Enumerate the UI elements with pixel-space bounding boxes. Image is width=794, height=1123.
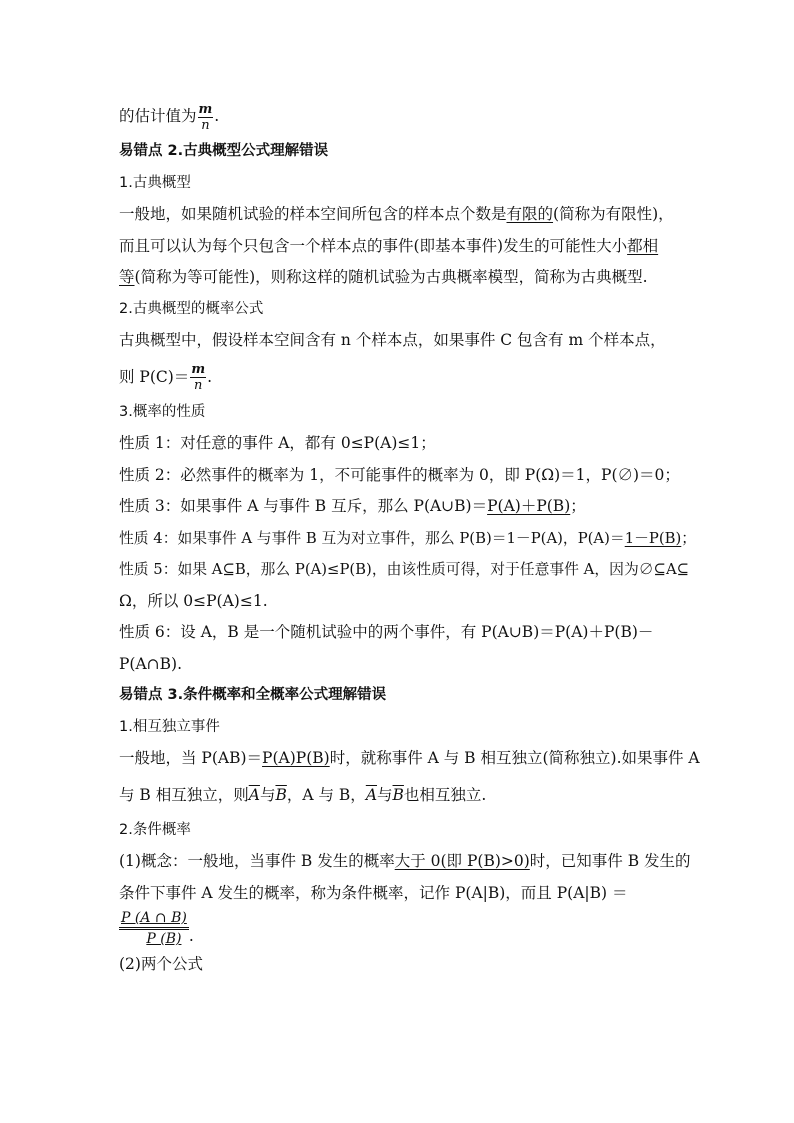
property-4 — [119, 523, 697, 555]
conditional-probability-fraction — [119, 909, 189, 948]
text: . — [188, 927, 194, 945]
text: (1)概念：一般地，当事件 B 发生的概率 — [119, 852, 395, 870]
underlined-text: 有限的 — [506, 205, 554, 223]
fraction-numerator: m — [198, 101, 213, 117]
subheading-conditional-probability: 2.条件概率 — [119, 821, 191, 838]
fraction-denominator: n — [194, 378, 203, 393]
subheading-independent-events: 1.相互独立事件 — [119, 718, 220, 735]
paragraph-line — [119, 262, 679, 294]
text: 时，就称事件 A 与 B 相互独立(简称独立).如果事件 A — [329, 749, 700, 767]
text: . — [214, 107, 220, 125]
underlined-text: 等 — [119, 268, 135, 286]
text: 性质 3：如果事件 A 与事件 B 互斥，那么 P(A∪B)＝ — [119, 497, 488, 515]
underlined-text: P(A)P(B) — [262, 749, 330, 767]
text: ，A 与 B， — [286, 785, 366, 804]
fraction-numerator: m — [191, 362, 206, 377]
heading-error-point-3: 易错点 3.条件概率和全概率公式理解错误 — [119, 687, 387, 703]
paragraph-line: 条件下事件 A 发生的概率，称为条件概率，记作 P(A|B)，而且 P(A|B) ＝ — [119, 883, 628, 902]
text: 也相互独立. — [403, 785, 487, 804]
text: 则 P(C)＝ — [119, 367, 190, 386]
property-1: 性质 1：对任意的事件 A，都有 0≤P(A)≤1； — [119, 434, 436, 452]
paragraph-line — [119, 775, 679, 815]
property-5-cont: Ω，所以 0≤P(A)≤1. — [119, 591, 268, 610]
document-page — [119, 96, 700, 981]
text: 与 — [259, 785, 276, 804]
text: . — [207, 367, 213, 386]
fraction-m-over-n — [190, 362, 206, 393]
complement-a: $\overline{A}$ — [365, 785, 378, 804]
text: 的估计值为 — [119, 107, 197, 125]
complement-a: $\overline{A}$ — [248, 785, 260, 804]
paragraph-line — [119, 231, 679, 263]
underlined-text: 都相 — [627, 236, 659, 255]
underlined-text: 大于 0(即 P(B)>0) — [394, 852, 530, 870]
text: 性质 4：如果事件 A 与事件 B 互为对立事件，那么 P(B)＝1－P(A)，P(A)＝ — [119, 529, 625, 547]
text: ； — [681, 529, 697, 547]
property-6-cont: P(A∩B). — [119, 654, 183, 673]
text: ； — [570, 497, 586, 515]
text: 一般地，当 P(AB)＝ — [119, 749, 263, 767]
line-estimate — [119, 96, 679, 136]
text: (简称为等可能性)，则称这样的随机试验为古典概率模型，简称为古典概型. — [134, 268, 648, 286]
fraction-numerator: P (A ∩ B) — [119, 909, 189, 930]
complement-b: $\overline{B}$ — [275, 785, 287, 804]
paragraph-line — [119, 743, 700, 775]
fraction-denominator: P (B) — [146, 931, 182, 947]
text: 而且可以认为每个只包含一个样本点的事件(即基本事件)发生的可能性大小 — [119, 236, 628, 255]
complement-b: $\overline{B}$ — [392, 785, 404, 804]
fraction-m-over-n — [198, 102, 214, 133]
paragraph-line: (2)两个公式 — [119, 955, 203, 973]
underlined-text: 1－P(B) — [624, 529, 682, 547]
property-6: 性质 6：设 A，B 是一个随机试验中的两个事件，有 P(A∪B)＝P(A)＋P(B)－ — [119, 623, 654, 641]
subheading-probability-properties: 3.概率的性质 — [119, 403, 206, 420]
formula-line — [119, 357, 679, 397]
paragraph-line: 古典概型中，假设样本空间含有 n 个样本点，如果事件 C 包含有 m 个样本点， — [119, 331, 666, 349]
fraction-denominator: n — [201, 117, 210, 133]
text: (简称为有限性)， — [553, 205, 674, 223]
text: 与 — [377, 785, 393, 804]
subheading-probability-formula: 2.古典概型的概率公式 — [119, 300, 264, 317]
text: 与 B 相互独立，则 — [119, 785, 249, 804]
subheading-classical-model: 1.古典概型 — [119, 174, 191, 191]
property-2: 性质 2：必然事件的概率为 1，不可能事件的概率为 0，即 P(Ω)＝1，P(∅)＝0； — [119, 465, 680, 484]
paragraph-line — [119, 846, 691, 878]
property-3 — [119, 491, 679, 523]
heading-error-point-2: 易错点 2.古典概型公式理解错误 — [119, 143, 329, 159]
formula-line — [119, 909, 679, 949]
paragraph-line — [119, 199, 679, 231]
property-5: 性质 5：如果 A⊆B，那么 P(A)≤P(B)，由该性质可得，对于任意事件 A，因为∅⊆A⊆ — [119, 561, 690, 578]
text: 时，已知事件 B 发生的 — [529, 852, 691, 870]
text: 一般地，如果随机试验的样本空间所包含的样本点个数是 — [119, 205, 507, 223]
underlined-text: P(A)＋P(B) — [487, 497, 571, 515]
